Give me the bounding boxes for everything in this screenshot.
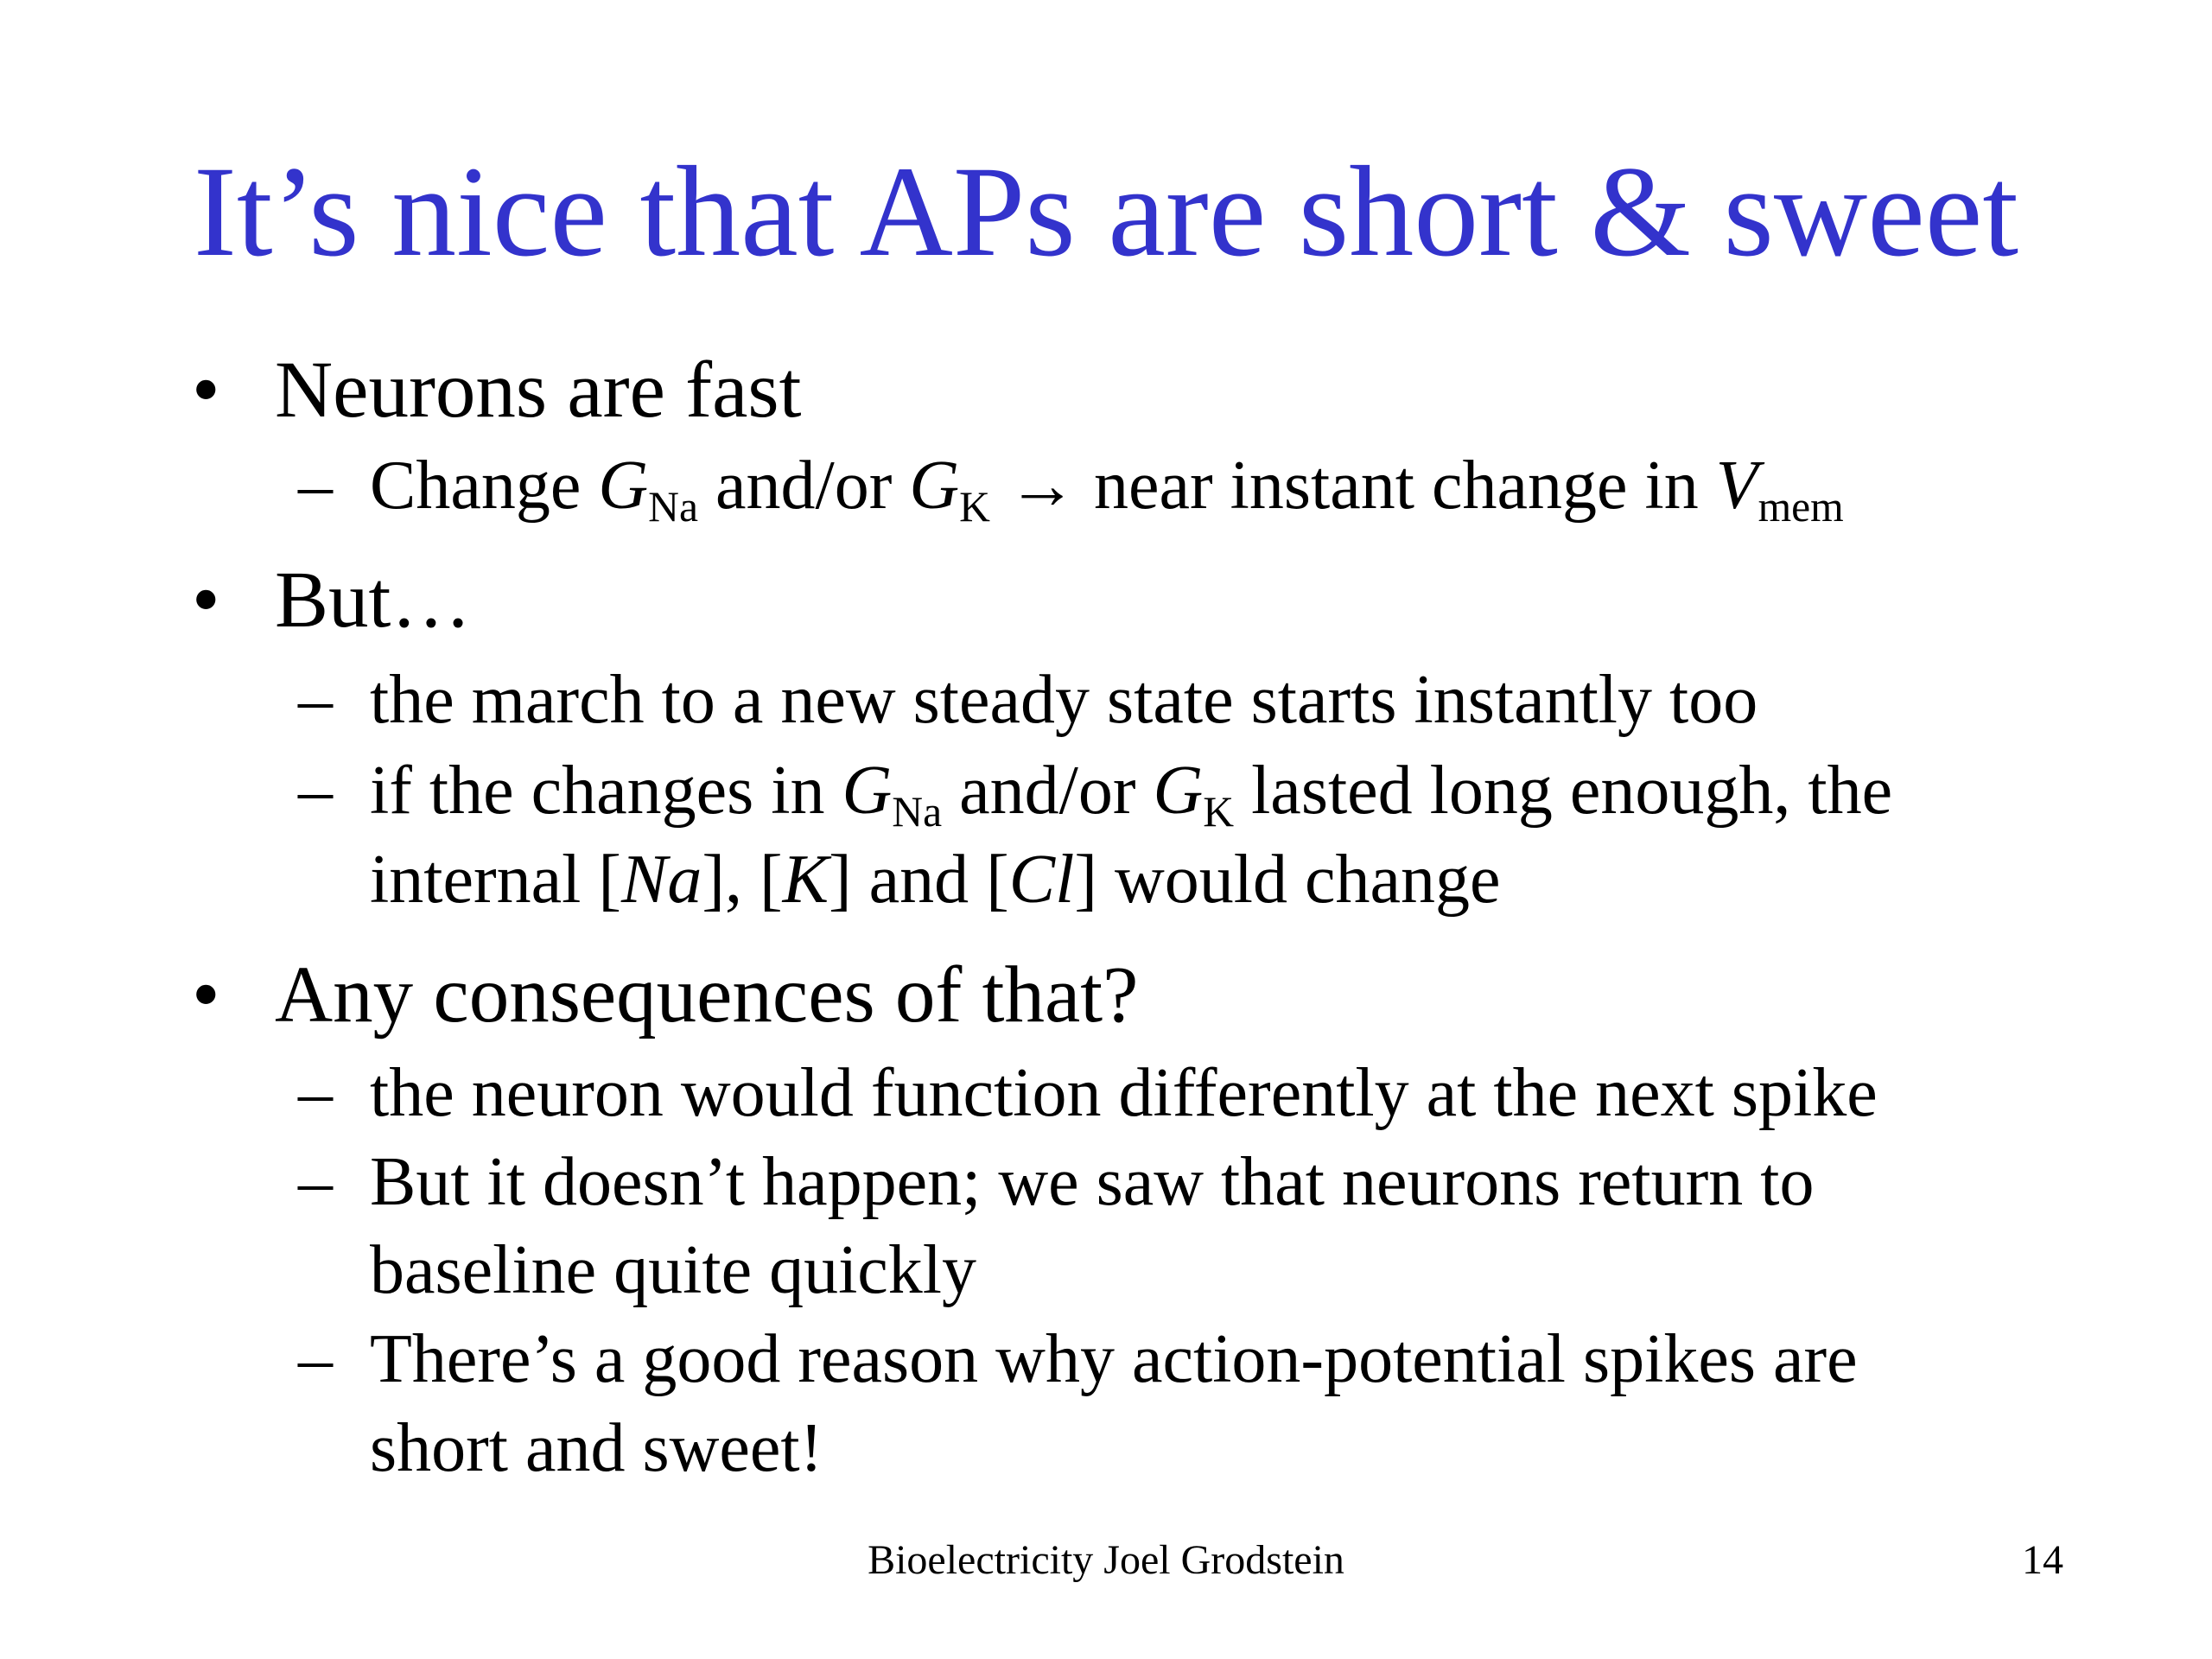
dash-marker: – <box>298 753 333 829</box>
sub-item-good-reason: There’s a good reason why action-potential spikes are <box>370 1321 1858 1397</box>
page-number: 14 <box>2022 1537 2063 1583</box>
dash-marker: – <box>298 1055 333 1131</box>
dash-marker: – <box>298 1144 333 1220</box>
sub-item-doesnt-happen-cont: baseline quite quickly <box>370 1232 977 1308</box>
sub-item-good-reason-cont: short and sweet! <box>370 1410 823 1486</box>
sub-item-function-differently: the neuron would function differently at the next spike <box>370 1055 1878 1131</box>
bullet-marker: • <box>192 950 220 1039</box>
dash-marker: – <box>298 1321 333 1397</box>
sub-item-changes-lasted-cont: internal [Na], [K] and [Cl] would change <box>370 842 1501 918</box>
slide-title: It’s nice that APs are short & sweet <box>193 140 2019 283</box>
dash-marker: – <box>298 662 333 738</box>
bullet-any-consequences: Any consequences of that? <box>275 950 1139 1039</box>
bullet-neurons-are-fast: Neurons are fast <box>275 346 802 435</box>
bullet-marker: • <box>192 346 220 435</box>
slide-footer: Bioelectricity Joel Grodstein <box>868 1537 1344 1583</box>
sub-item-doesnt-happen: But it doesn’t happen; we saw that neurons return to <box>370 1144 1815 1220</box>
sub-item-steady-state: the march to a new steady state starts instantly too <box>370 662 1758 738</box>
bullet-marker: • <box>192 556 220 645</box>
bullet-but: But… <box>275 556 472 645</box>
sub-item-change-conductance: Change $G_{Na}$ and/or $G_K$ → near instant change in $V_{mem}$ <box>370 448 1844 531</box>
dash-marker: – <box>298 448 333 524</box>
sub-item-changes-lasted: if the changes in $G_{Na}$ and/or $G_K$ lasted long enough, the <box>370 753 1893 836</box>
